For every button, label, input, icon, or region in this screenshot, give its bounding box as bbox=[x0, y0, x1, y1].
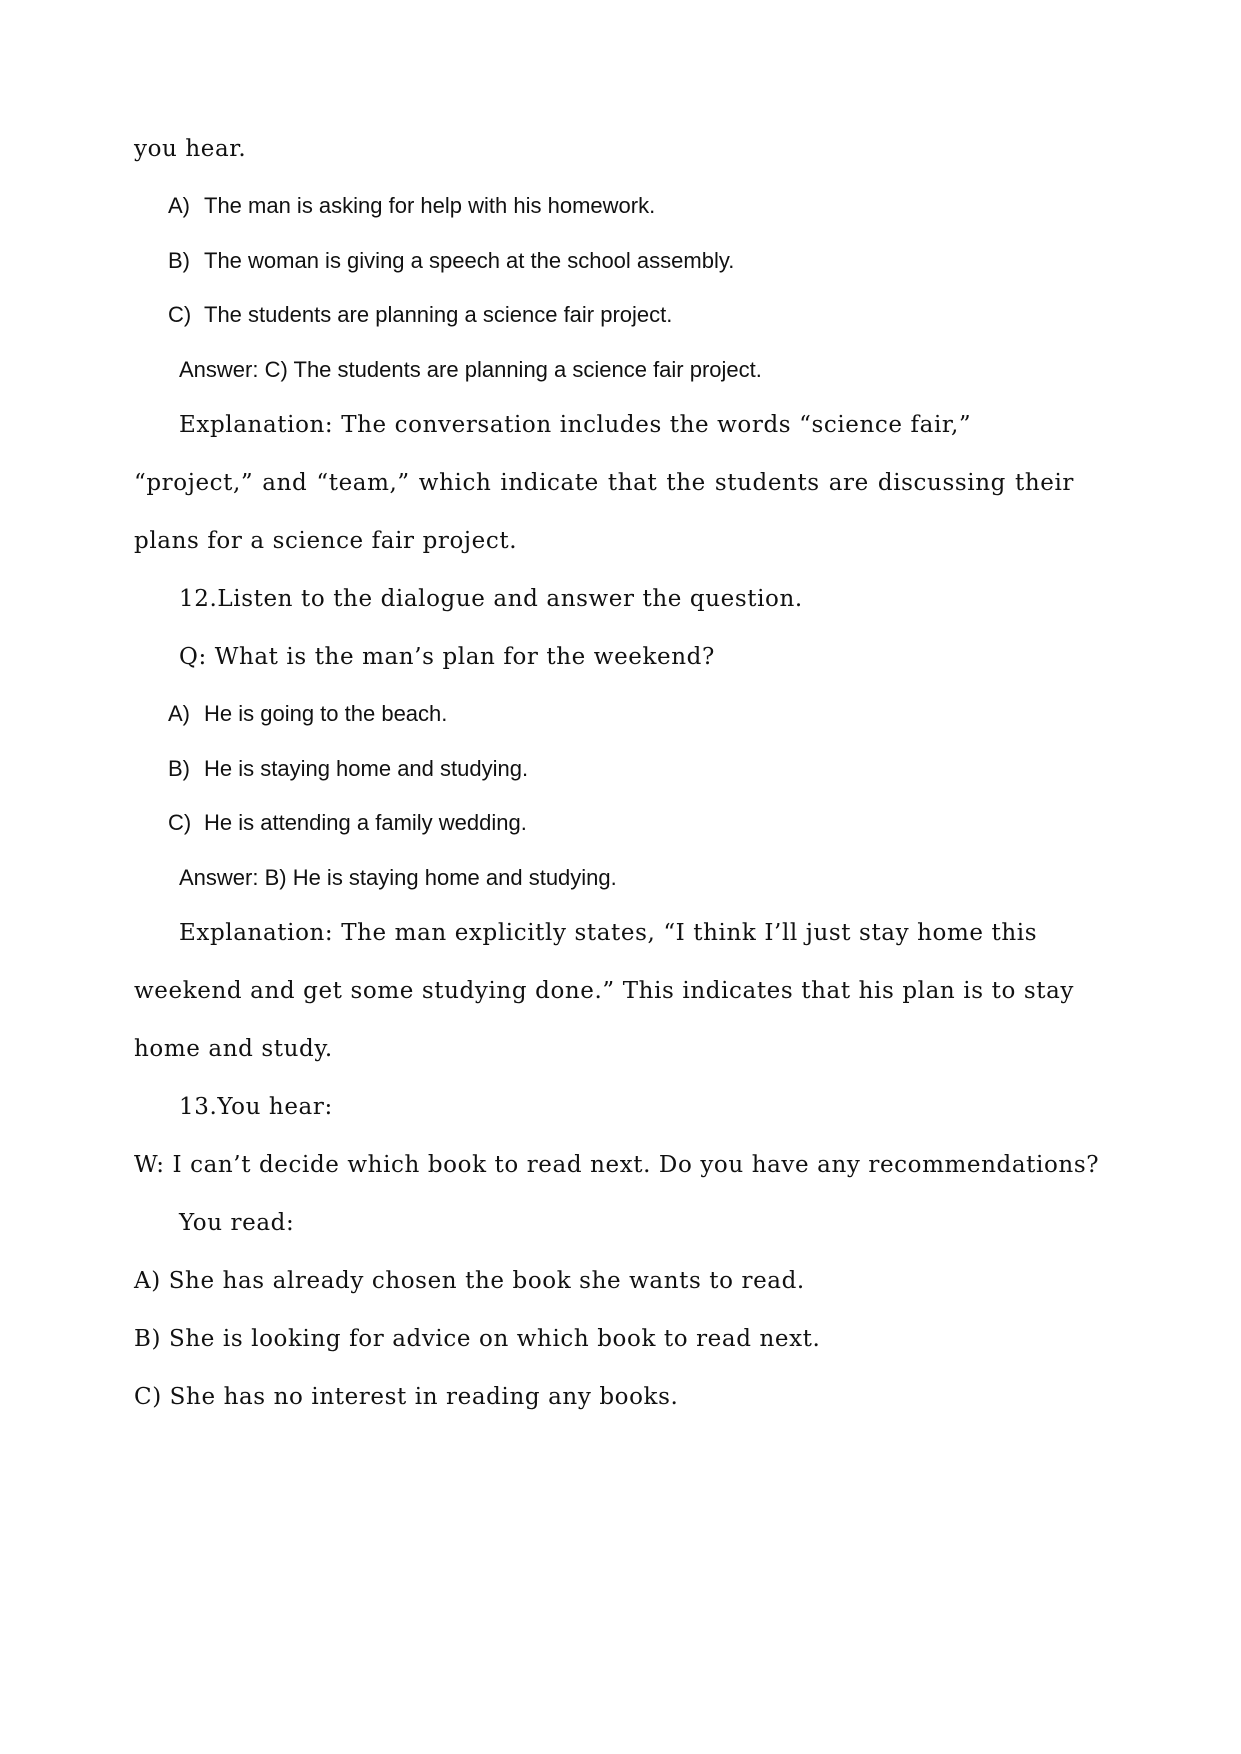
option-text: The students are planning a science fair project. bbox=[204, 302, 673, 327]
explanation-line-3: plans for a science fair project. bbox=[134, 528, 518, 554]
answer-text: Answer: B) He is staying home and studying. bbox=[179, 865, 617, 890]
option-c bbox=[168, 812, 527, 834]
option-text: He is attending a family wedding. bbox=[204, 810, 527, 835]
question-12-prompt: Q: What is the man’s plan for the weekend? bbox=[179, 644, 715, 670]
option-letter: A) bbox=[168, 193, 190, 218]
question-13-heading: 13.You hear: bbox=[179, 1094, 333, 1120]
option-c: C) She has no interest in reading any books. bbox=[134, 1384, 679, 1410]
option-text: He is going to the beach. bbox=[204, 701, 448, 726]
explanation-line-1: Explanation: The man explicitly states, “I think I’ll just stay home this bbox=[179, 920, 1038, 946]
explanation-line-3: home and study. bbox=[134, 1036, 333, 1062]
question-12-heading: 12.Listen to the dialogue and answer the question. bbox=[179, 586, 803, 612]
option-b: B) She is looking for advice on which book to read next. bbox=[134, 1326, 821, 1352]
option-b bbox=[168, 250, 734, 272]
option-b bbox=[168, 758, 528, 780]
option-letter: B) bbox=[168, 248, 190, 273]
option-letter: C) bbox=[168, 810, 192, 835]
option-text: The woman is giving a speech at the school assembly. bbox=[204, 248, 735, 273]
explanation-line-1: Explanation: The conversation includes the words “science fair,” bbox=[179, 412, 972, 438]
option-letter: C) bbox=[168, 302, 192, 327]
option-letter: B) bbox=[168, 756, 190, 781]
option-letter: A) bbox=[168, 701, 190, 726]
dialogue-line: W: I can’t decide which book to read next. Do you have any recommendations? bbox=[134, 1152, 1100, 1178]
explanation-line-2: “project,” and “team,” which indicate that the students are discussing their bbox=[134, 470, 1074, 496]
option-a: A) She has already chosen the book she wants to read. bbox=[134, 1268, 805, 1294]
option-a bbox=[168, 195, 655, 217]
option-text: The man is asking for help with his homework. bbox=[204, 193, 656, 218]
continuation-text: you hear. bbox=[134, 136, 247, 162]
option-a bbox=[168, 703, 447, 725]
explanation-line-2: weekend and get some studying done.” This indicates that his plan is to stay bbox=[134, 978, 1074, 1004]
option-c bbox=[168, 304, 672, 326]
you-read-label: You read: bbox=[179, 1210, 295, 1236]
option-text: He is staying home and studying. bbox=[204, 756, 529, 781]
answer-text: Answer: C) The students are planning a science fair project. bbox=[179, 357, 762, 382]
